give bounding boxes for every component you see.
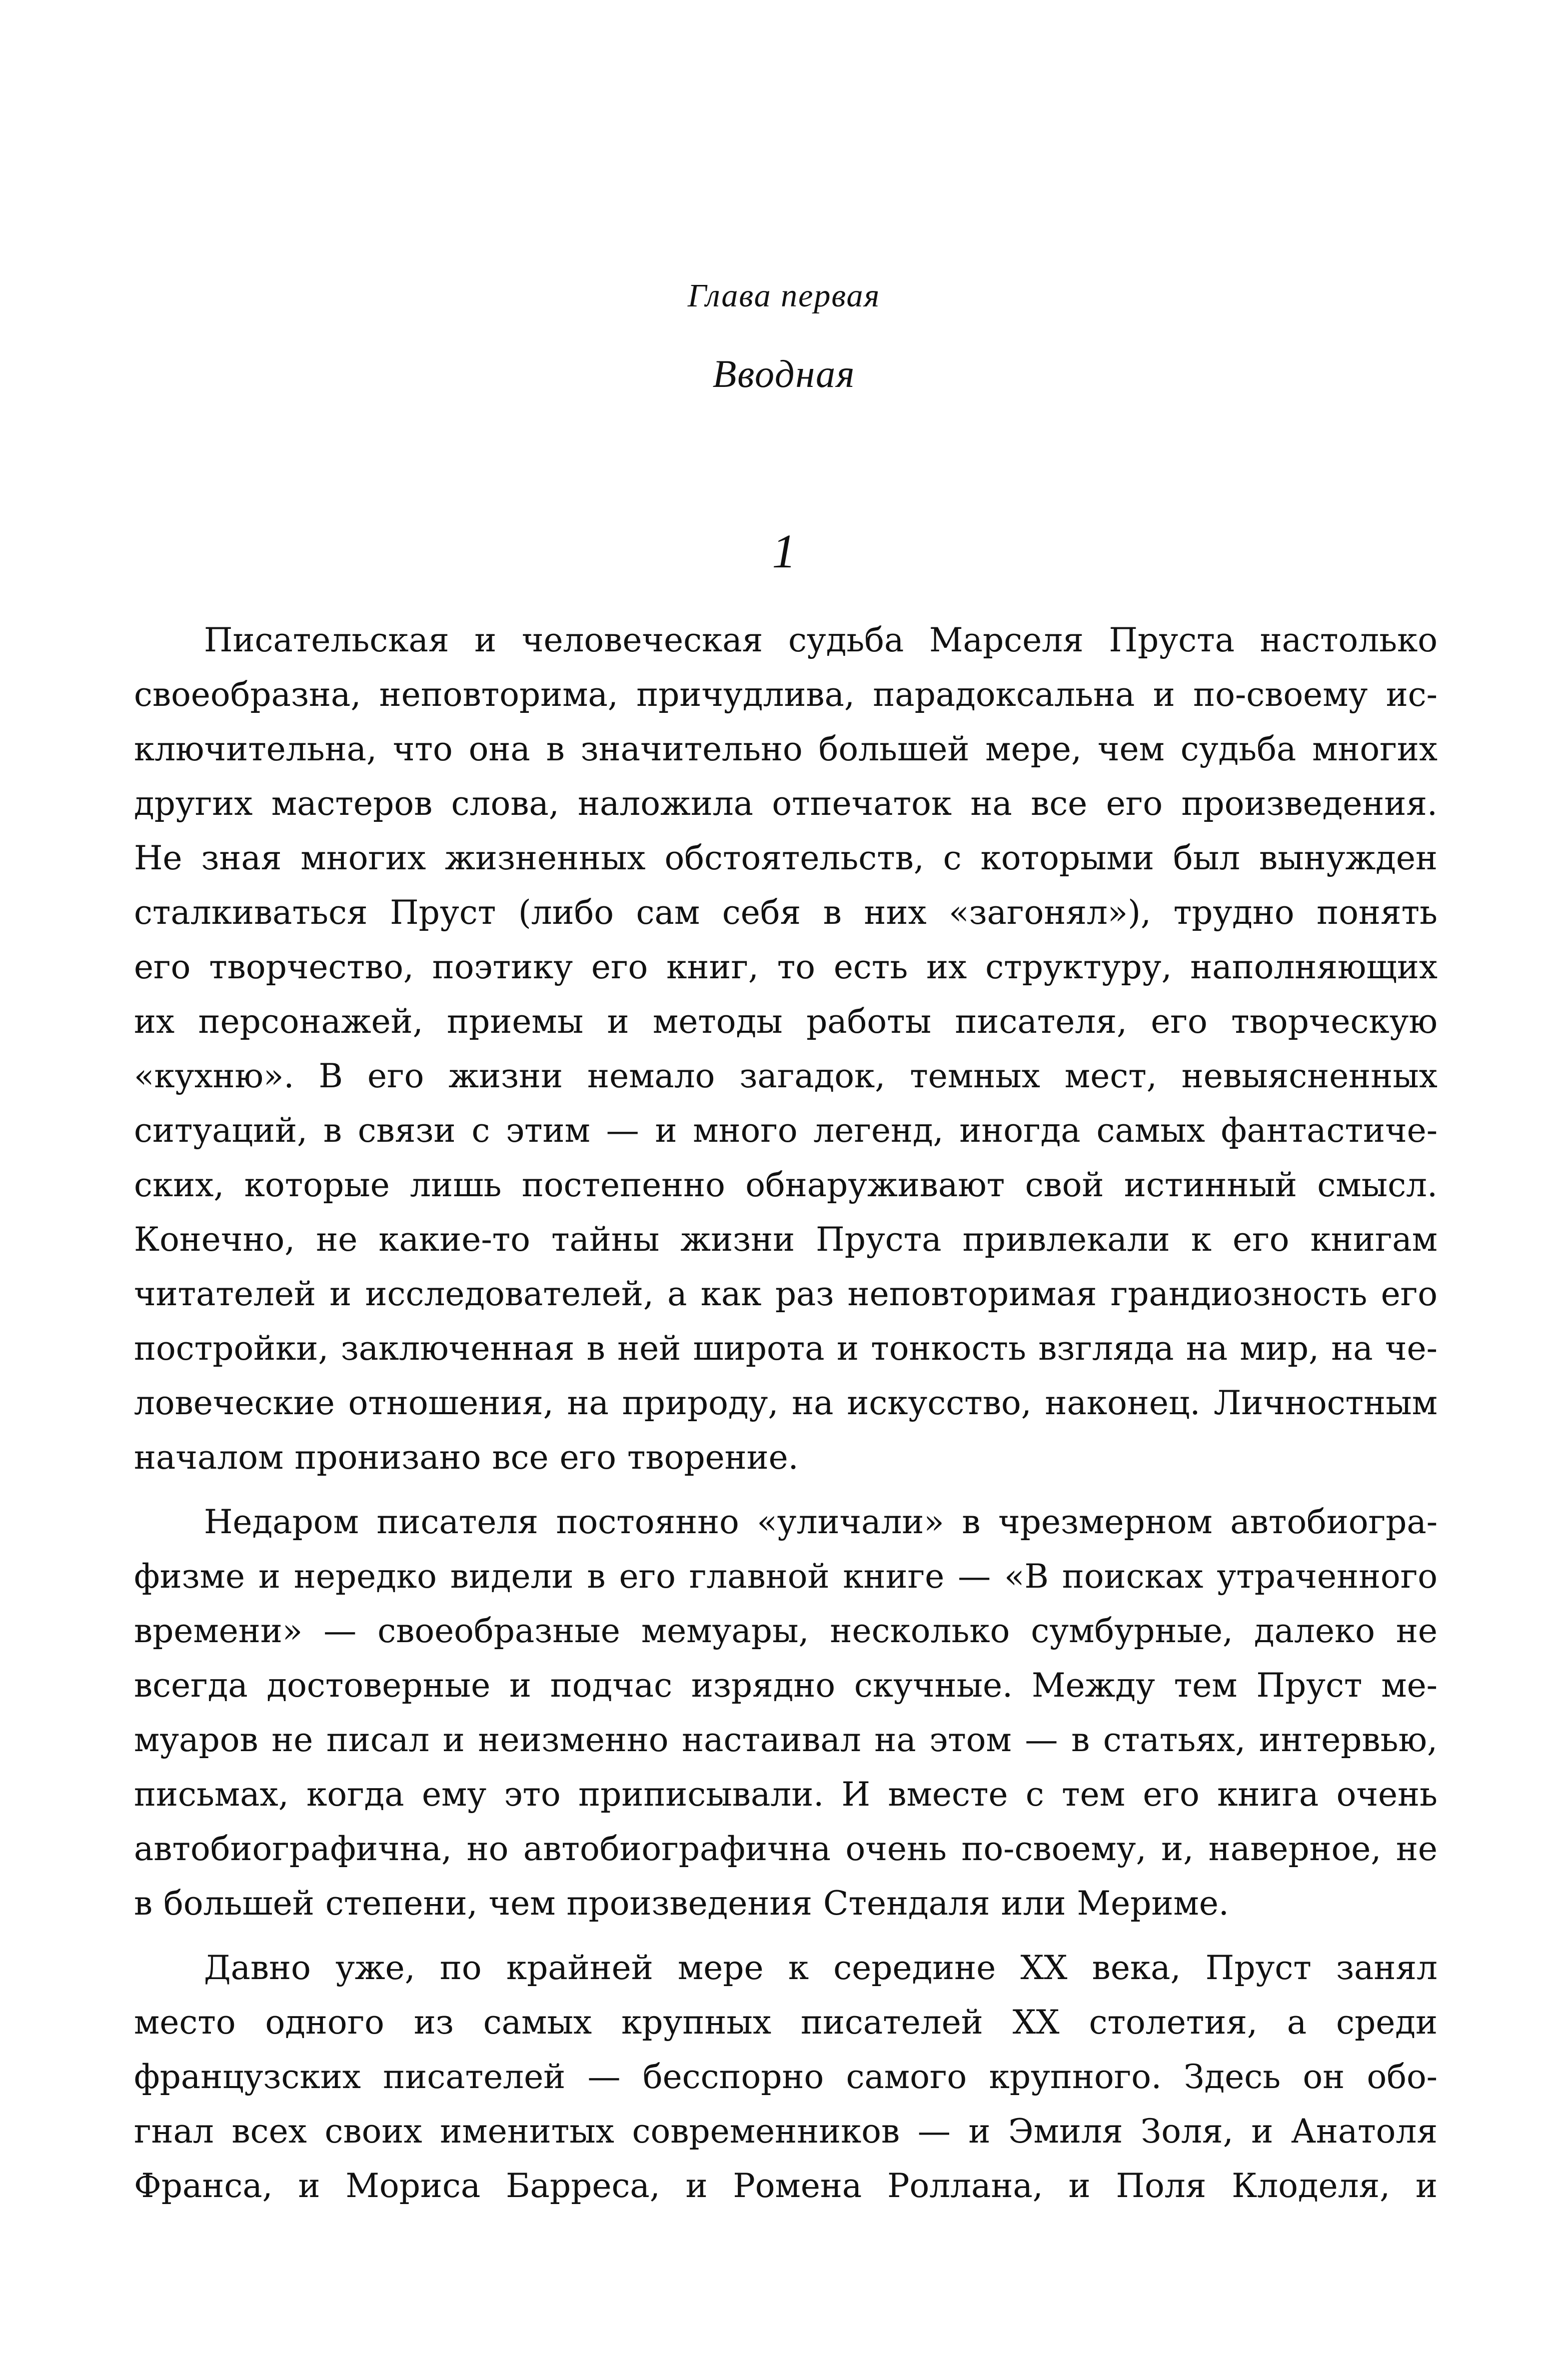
text-line: ских, которые лишь постепенно обнаруживают свой истинный смысл. xyxy=(134,1166,1438,1204)
text-line: их персонажей, приемы и методы работы писателя, его творческую xyxy=(134,1002,1438,1041)
chapter-title: Вводная xyxy=(712,352,856,395)
text-line: Франса, и Мориса Барреса, и Ромена Роллана, и Поля Клоделя, и xyxy=(134,2167,1438,2205)
text-line: его творчество, поэтику его книг, то есть их структуру, наполняющих xyxy=(134,948,1438,986)
text-line: автобиографична, но автобиографична очень по-своему, и, наверное, не xyxy=(134,1830,1438,1868)
text-line: место одного из самых крупных писателей XX столетия, а среди xyxy=(134,2003,1438,2042)
text-line: ситуаций, в связи с этим — и много легенд, иногда самых фантастиче- xyxy=(134,1111,1438,1150)
chapter-label: Глава первая xyxy=(687,277,881,314)
text-line: читателей и исследователей, а как раз неповторимая грандиозность его xyxy=(134,1275,1438,1313)
text-line: гнал всех своих именитых современников — и Эмиля Золя, и Анатоля xyxy=(134,2112,1438,2151)
text-line: письмах, когда ему это приписывали. И вместе с тем его книга очень xyxy=(134,1775,1438,1814)
text-line: своеобразна, неповторима, причудлива, парадоксальна и по-своему ис- xyxy=(134,675,1438,714)
text-line: ключительна, что она в значительно большей мере, чем судьба многих xyxy=(134,730,1438,768)
text-line: физме и нередко видели в его главной книге — «В поисках утраченного xyxy=(134,1557,1438,1596)
text-line: началом пронизано все его творение. xyxy=(134,1438,799,1477)
body-text xyxy=(134,613,1438,2223)
text-line: Давно уже, по крайней мере к середине XX века, Пруст занял xyxy=(204,1949,1438,1987)
text-line: других мастеров слова, наложила отпечаток на все его произведения. xyxy=(134,784,1438,823)
text-line: в большей степени, чем произведения Стендаля или Мериме. xyxy=(134,1884,1229,1923)
text-line: Писательская и человеческая судьба Марселя Пруста настолько xyxy=(204,621,1438,659)
text-line: сталкиваться Пруст (либо сам себя в них «загонял»), трудно понять xyxy=(134,893,1438,932)
text-line: «кухню». В его жизни немало загадок, темных мест, невыясненных xyxy=(134,1057,1438,1095)
text-line: всегда достоверные и подчас изрядно скучные. Между тем Пруст ме- xyxy=(134,1666,1438,1705)
text-line: постройки, заключенная в ней широта и тонкость взгляда на мир, на че- xyxy=(134,1329,1438,1368)
paragraph xyxy=(134,1941,1438,2213)
text-line: времени» — своеобразные мемуары, несколько сумбурные, далеко не xyxy=(134,1612,1438,1650)
text-line: Не зная многих жизненных обстоятельств, с которыми был вынужден xyxy=(134,839,1438,877)
text-line: французских писателей — бесспорно самого крупного. Здесь он обо- xyxy=(134,2058,1438,2096)
paragraph xyxy=(134,1495,1438,1931)
text-line: ловеческие отношения, на природу, на искусство, наконец. Личностным xyxy=(134,1384,1438,1422)
section-number: 1 xyxy=(772,524,796,578)
paragraph xyxy=(134,613,1438,1485)
text-line: Конечно, не какие-то тайны жизни Пруста привлекали к его книгам xyxy=(134,1220,1438,1259)
text-line: Недаром писателя постоянно «уличали» в чрезмерном автобиогра- xyxy=(204,1503,1438,1541)
text-line: муаров не писал и неизменно настаивал на этом — в статьях, интервью, xyxy=(134,1721,1438,1759)
